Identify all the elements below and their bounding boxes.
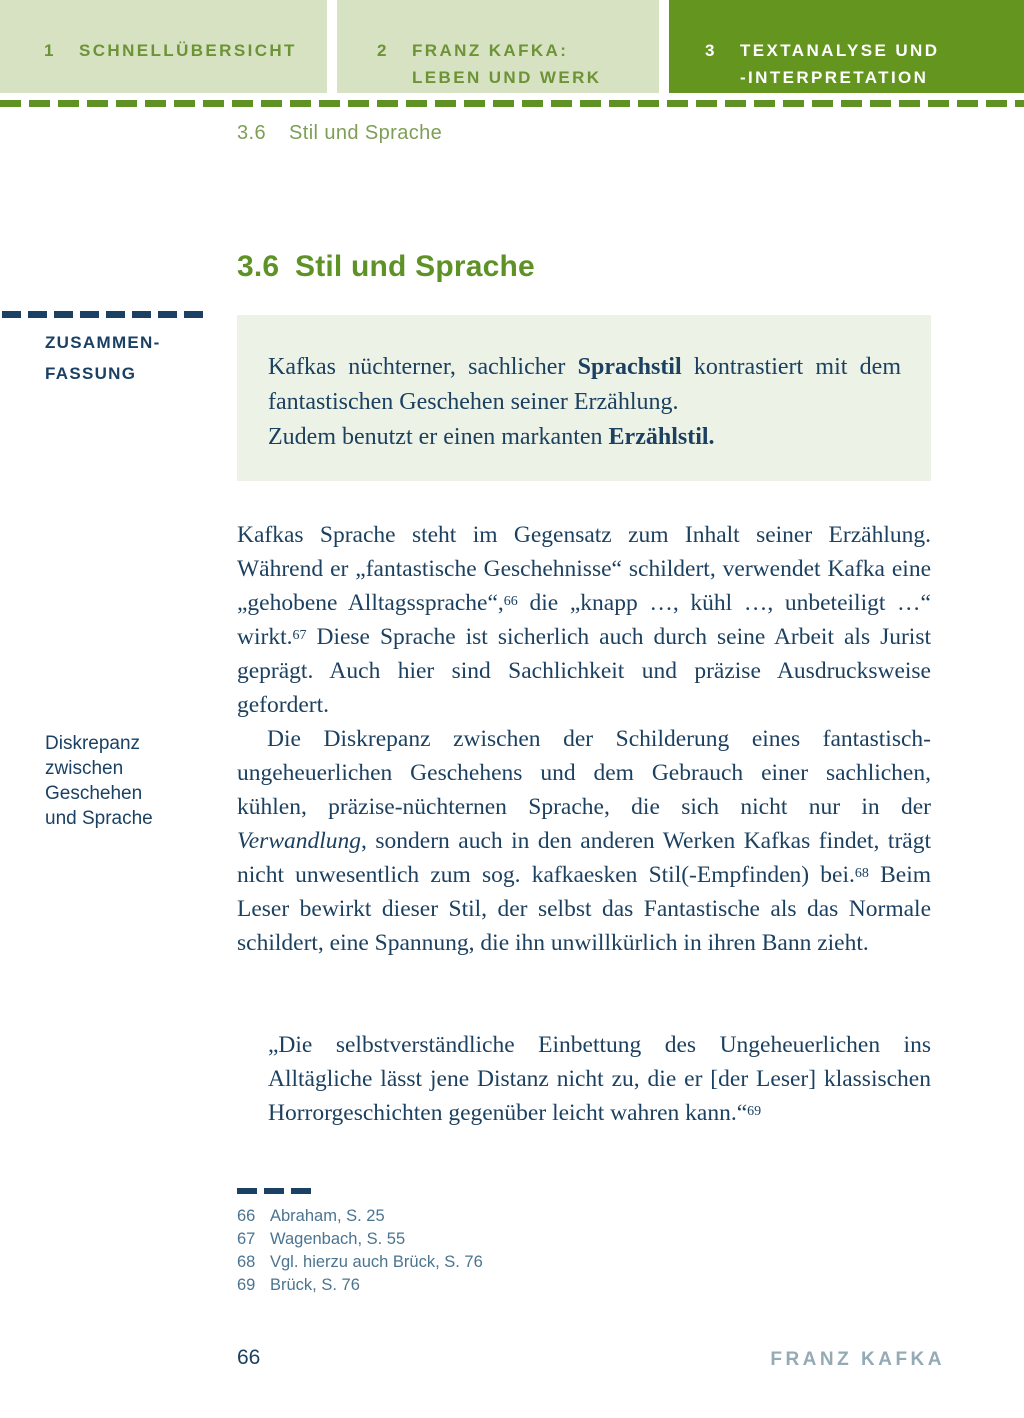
tab-label: SCHNELLÜBERSICHT bbox=[79, 41, 297, 60]
tab-label-line1: FRANZ KAFKA: bbox=[412, 41, 569, 60]
tab-label-line2: -INTERPRETATION bbox=[740, 68, 929, 87]
tab-number: 3 bbox=[705, 41, 717, 60]
footnote-text: Vgl. hierzu auch Brück, S. 76 bbox=[270, 1253, 483, 1271]
footnote-text: Wagenbach, S. 55 bbox=[270, 1230, 406, 1248]
footnote-text: Brück, S. 76 bbox=[270, 1276, 360, 1294]
footnote-ref-67: 67 bbox=[292, 628, 307, 643]
margin-note-line: und Sprache bbox=[45, 808, 153, 829]
summary-paragraph-1 bbox=[268, 350, 901, 420]
header-dashed-rule bbox=[0, 100, 1024, 107]
footnote-text: Abraham, S. 25 bbox=[270, 1207, 385, 1225]
work-title-italic: Verwandlung bbox=[237, 828, 362, 854]
block-quote bbox=[268, 1028, 931, 1130]
summary-label-line1: ZUSAMMEN- bbox=[45, 333, 161, 352]
summary-bold-term: Sprachstil bbox=[577, 354, 682, 380]
body-paragraph-2 bbox=[237, 722, 931, 960]
footnote-row bbox=[237, 1205, 483, 1228]
page-title bbox=[237, 250, 535, 284]
tab-label-line1: TEXTANALYSE UND bbox=[740, 41, 940, 60]
footnote-row bbox=[237, 1228, 483, 1251]
summary-box bbox=[237, 315, 931, 481]
footnote-row bbox=[237, 1274, 483, 1297]
footnote-ref-66: 66 bbox=[503, 594, 518, 609]
tab-label-line2: LEBEN UND WERK bbox=[412, 68, 602, 87]
body-paragraph-1 bbox=[237, 518, 931, 722]
body-text: , sondern auch in den anderen Werken Kafkas findet, trägt nicht unwesentlich zum sog. kafkaesken Stil(-Empfinden) bei. bbox=[237, 828, 931, 888]
footnote-ref-68: 68 bbox=[854, 866, 869, 881]
breadcrumb-section-number: 3.6 bbox=[237, 122, 267, 144]
body-text: Kafkas Sprache steht im Gegensatz zum Inhalt seiner Erzählung. Während er „fantastische Geschehnisse“ schildert, verwendet Kafka eine „gehobene Alltagssprache“, bbox=[237, 522, 931, 616]
tab-schnelluebersicht[interactable] bbox=[0, 0, 327, 93]
tab-number: 2 bbox=[377, 41, 389, 60]
breadcrumb-section-title: Stil und Sprache bbox=[289, 122, 443, 144]
footnote-number: 66 bbox=[237, 1207, 256, 1225]
footnote-number: 67 bbox=[237, 1230, 256, 1248]
margin-note bbox=[45, 731, 153, 831]
summary-text: Kafkas nüchterner, sachlicher bbox=[268, 354, 578, 380]
summary-label-line2: FASSUNG bbox=[45, 364, 137, 383]
margin-note-line: Diskrepanz bbox=[45, 733, 141, 754]
section-title: Stil und Sprache bbox=[295, 250, 535, 283]
margin-note-line: Geschehen bbox=[45, 783, 143, 804]
body-text: Diese Sprache ist sicherlich auch durch seine Arbeit als Jurist geprägt. Auch hier sind Sachlichkeit und präzise Ausdrucksweise gefordert. bbox=[237, 624, 931, 718]
body-text: Die Diskrepanz zwischen der Schilderung eines fantastisch-ungeheuerlichen Geschehens und dem Gebrauch einer sachlichen, kühlen, präzise-nüchternen Sprache, die sich nicht nur in der bbox=[237, 726, 931, 820]
quote-text: „Die selbstverständliche Einbettung des Ungeheuerlichen ins Alltägliche lässt jene Distanz nicht zu, die er [der Leser] klassischen Horrorgeschichten gegenüber leicht wahren kann.“ bbox=[268, 1032, 931, 1126]
summary-paragraph-2 bbox=[268, 420, 901, 455]
footnote-number: 69 bbox=[237, 1276, 256, 1294]
running-title: FRANZ KAFKA bbox=[770, 1349, 945, 1370]
margin-note-line: zwischen bbox=[45, 758, 124, 779]
summary-bold-term: Erzählstil. bbox=[608, 424, 715, 450]
section-number: 3.6 bbox=[237, 250, 280, 283]
summary-text: kontrastiert mit dem fantastischen Geschehen seiner Erzählung. bbox=[268, 354, 901, 415]
body-text: die „knapp …, kühl …, unbeteiligt …“ wirkt. bbox=[237, 590, 931, 650]
summary-dashed-rule bbox=[2, 311, 205, 318]
tab-number: 1 bbox=[44, 41, 56, 60]
summary-text: Zudem benutzt er einen markanten bbox=[268, 424, 609, 450]
footnote-number: 68 bbox=[237, 1253, 256, 1271]
footnote-ref-69: 69 bbox=[747, 1104, 762, 1119]
footnote-dashed-rule bbox=[237, 1188, 312, 1194]
tab-franz-kafka-leben-und-werk[interactable] bbox=[337, 0, 659, 93]
breadcrumb bbox=[237, 122, 442, 145]
footnote-list bbox=[237, 1205, 483, 1297]
page-number: 66 bbox=[237, 1346, 261, 1369]
body-text: Beim Leser bewirkt dieser Stil, der selbst das Fantastische als das Normale schildert, eine Spannung, die ihn unwillkürlich in ihren Bann zieht. bbox=[237, 862, 932, 956]
tab-textanalyse-und-interpretation-active[interactable] bbox=[669, 0, 1024, 93]
summary-sidebar-label bbox=[45, 327, 161, 389]
footnote-row bbox=[237, 1251, 483, 1274]
